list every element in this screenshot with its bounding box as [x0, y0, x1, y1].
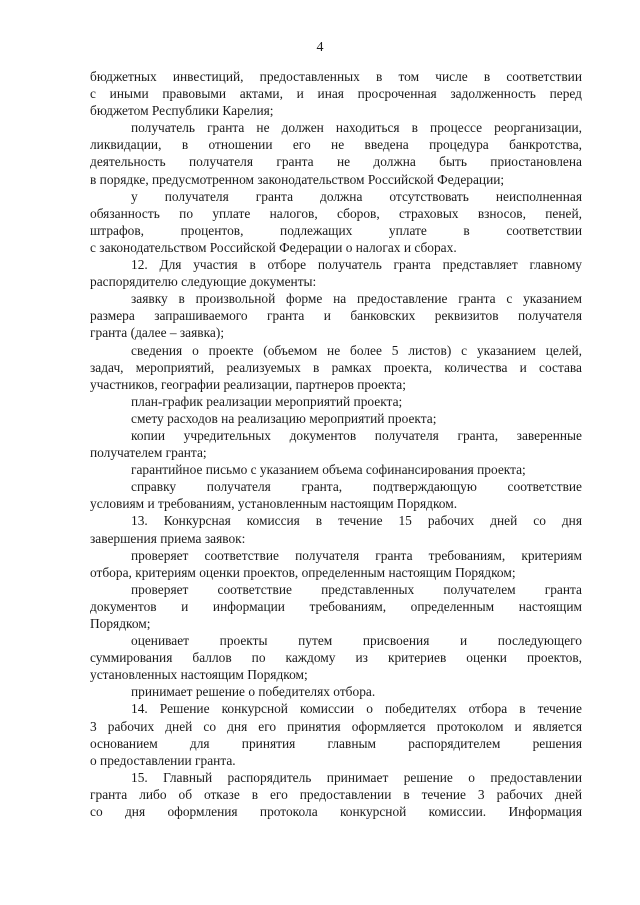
text-line: завершения приема заявок: — [90, 530, 246, 546]
text-line: смету расходов на реализацию мероприятий проекта; — [131, 410, 437, 426]
text-line: гранта (далее – заявка); — [90, 325, 225, 341]
text-line: 3 рабочих дней со дня его принятия оформляется протоколом и является — [90, 718, 582, 734]
text-line: установленных настоящим Порядком; — [90, 667, 308, 683]
text-line: 15. Главный распорядитель принимает решение о предоставлении — [131, 769, 582, 785]
text-line: условиям и требованиям, установленным настоящим Порядком. — [90, 496, 458, 512]
text-line: размера запрашиваемого гранта и банковских реквизитов получателя — [90, 308, 582, 324]
text-line: оценивает проекты путем присвоения и последующего — [131, 633, 582, 649]
text-line: в порядке, предусмотренном законодательством Российской Федерации; — [90, 171, 505, 187]
text-line: распорядителю следующие документы: — [90, 274, 317, 290]
text-line: принимает решение о победителях отбора. — [131, 684, 376, 700]
text-line: гранта либо об отказе в его предоставлении в течение 3 рабочих дней — [90, 786, 582, 802]
text-line: участников, географии реализации, партнеров проекта; — [90, 376, 406, 392]
text-line: получателем гранта; — [90, 445, 207, 461]
text-line: ликвидации, в отношении его не введена процедура банкротства, — [90, 137, 582, 153]
text-line: задач, мероприятий, реализуемых в рамках проекта, количества и состава — [90, 359, 582, 375]
text-line: обязанность по уплате налогов, сборов, страховых взносов, пеней, — [90, 205, 582, 221]
text-line: заявку в произвольной форме на предоставление гранта с указанием — [131, 291, 582, 307]
text-line: 12. Для участия в отборе получатель гранта представляет главному — [131, 257, 582, 273]
text-line: с законодательством Российской Федерации о налогах и сборах. — [90, 239, 457, 255]
text-line: о предоставлении гранта. — [90, 752, 236, 768]
text-line: 13. Конкурсная комиссия в течение 15 рабочих дней со дня — [131, 513, 582, 529]
text-line: штрафов, процентов, подлежащих уплате в соответствии — [90, 222, 582, 238]
text-line: сведения о проекте (объемом не более 5 листов) с указанием целей, — [131, 342, 582, 358]
text-line: основанием для принятия главным распорядителем решения — [90, 735, 582, 751]
text-line: гарантийное письмо с указанием объема софинансирования проекта; — [131, 462, 526, 478]
page-number: 4 — [316, 40, 324, 55]
text-line: у получателя гранта должна отсутствовать неисполненная — [131, 188, 582, 204]
text-line: со дня оформления протокола конкурсной комиссии. Информация — [90, 804, 582, 820]
text-line: бюджетных инвестиций, предоставленных в том числе в соответствии — [90, 69, 582, 84]
text-line: деятельность получателя гранта не должна быть приостановлена — [90, 154, 582, 170]
text-line: суммирования баллов по каждому из критериев оценки проектов, — [90, 650, 582, 666]
text-line: получатель гранта не должен находиться в процессе реорганизации, — [131, 120, 582, 136]
text-line: бюджетом Республики Карелия; — [90, 103, 274, 119]
text-line: отбора, критериям оценки проектов, определенным настоящим Порядком; — [90, 564, 516, 580]
text-line: Порядком; — [90, 616, 151, 631]
text-line: с иными правовыми актами, и иная просроченная задолженность перед — [90, 86, 582, 102]
text-line: документов и информации требованиям, определенным настоящим — [90, 598, 582, 614]
text-line: проверяет соответствие представленных получателем гранта — [131, 581, 582, 597]
document-body — [90, 68, 582, 820]
text-line: копии учредительных документов получателя гранта, заверенные — [131, 427, 582, 443]
text-line: справку получателя гранта, подтверждающую соответствие — [131, 479, 582, 495]
text-line: план-график реализации мероприятий проекта; — [131, 393, 403, 409]
text-line: 14. Решение конкурсной комиссии о победителях отбора в течение — [131, 701, 582, 717]
text-line: проверяет соответствие получателя гранта требованиям, критериям — [131, 547, 582, 563]
